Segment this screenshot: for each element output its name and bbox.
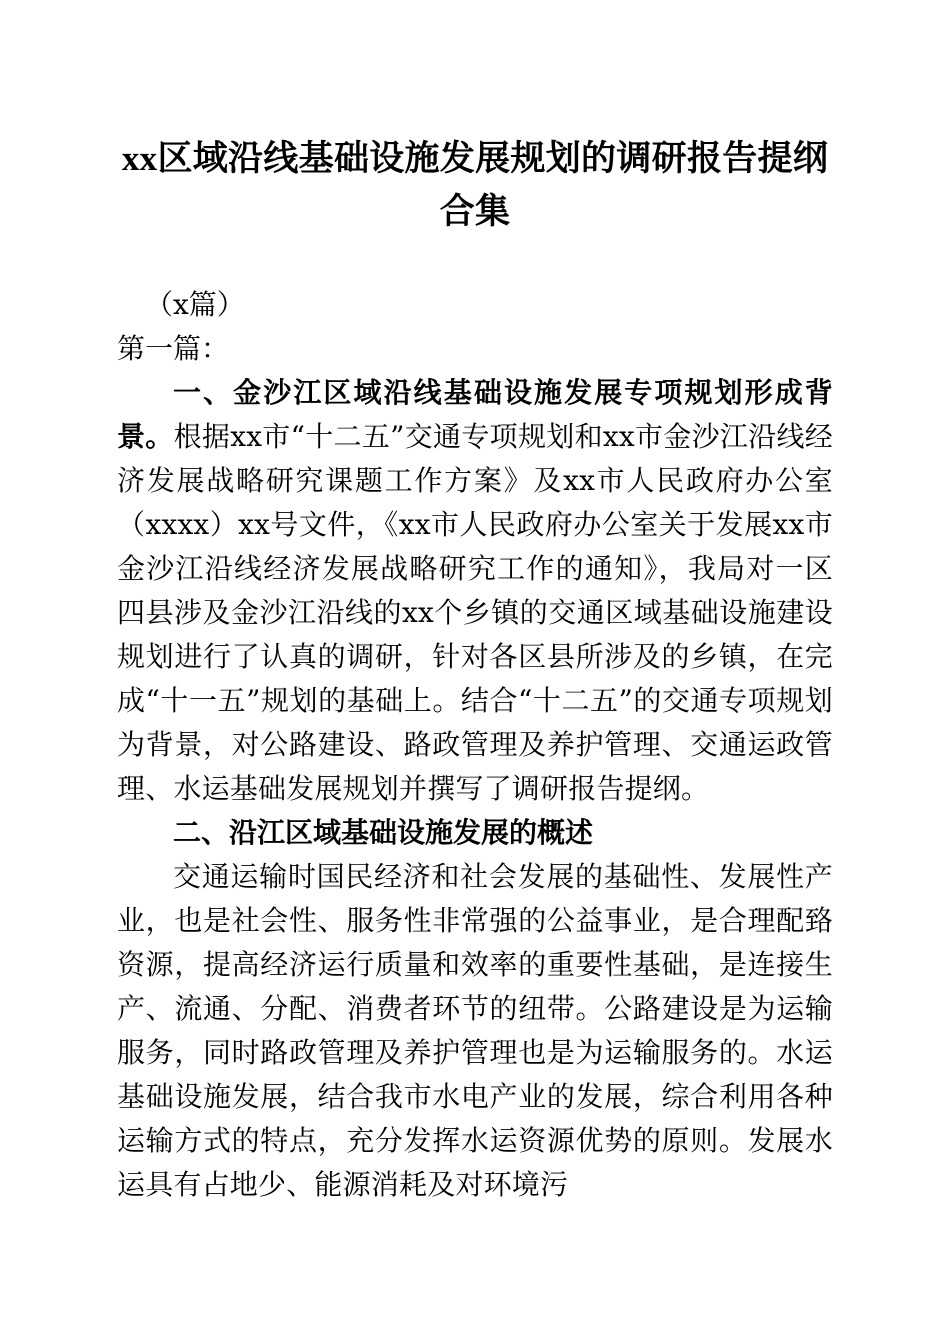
section-1-heading: 一、金沙江区域沿线基础设施发展专项规划形成背景。 xyxy=(117,377,833,452)
section-2-body: 交通运输时国民经济和社会发展的基础性、发展性产业，也是社会性、服务性非常强的公益事业，是合理配臵资源，提高经济运行质量和效率的重要性基础，是连接生产、流通、分配、消费者环节的纽带。公路建设是为运输服务，同时路政管理及养护管理也是为运输服务的。水运基础设施发展，结合我市水电产业的发展，综合利用各种运输方式的特点，充分发挥水运资源优势的原则。发展水运具有占地少、能源消耗及对环境污 xyxy=(117,860,833,1201)
section-1-body: 根据xx市“十二五”交通专项规划和xx市金沙江沿线经济发展战略研究课题工作方案》及xx市人民政府办公室（xxxx）xx号文件，《xx市人民政府办公室关于发展xx市金沙江沿线经济发展战略研究工作的通知》，我局对一区四县涉及金沙江沿线的xx个乡镇的交通区域基础设施建设规划进行了认真的调研，针对各区县所涉及的乡镇，在完成“十一五”规划的基础上。结合“十二五”的交通专项规划为背景，对公路建设、路政管理及养护管理、交通运政管理、水运基础发展规划并撰写了调研报告提纲。 xyxy=(117,420,833,805)
section-2-heading: 二、沿江区域基础设施发展的概述 xyxy=(173,817,594,848)
piece-count-note: （x篇） xyxy=(145,288,245,321)
document-content xyxy=(117,0,833,1207)
piece-label: 第一篇： xyxy=(117,332,230,365)
page-title: xx区域沿线基础设施发展规划的调研报告提纲合集 xyxy=(121,139,829,231)
section-1-paragraph xyxy=(117,371,833,811)
